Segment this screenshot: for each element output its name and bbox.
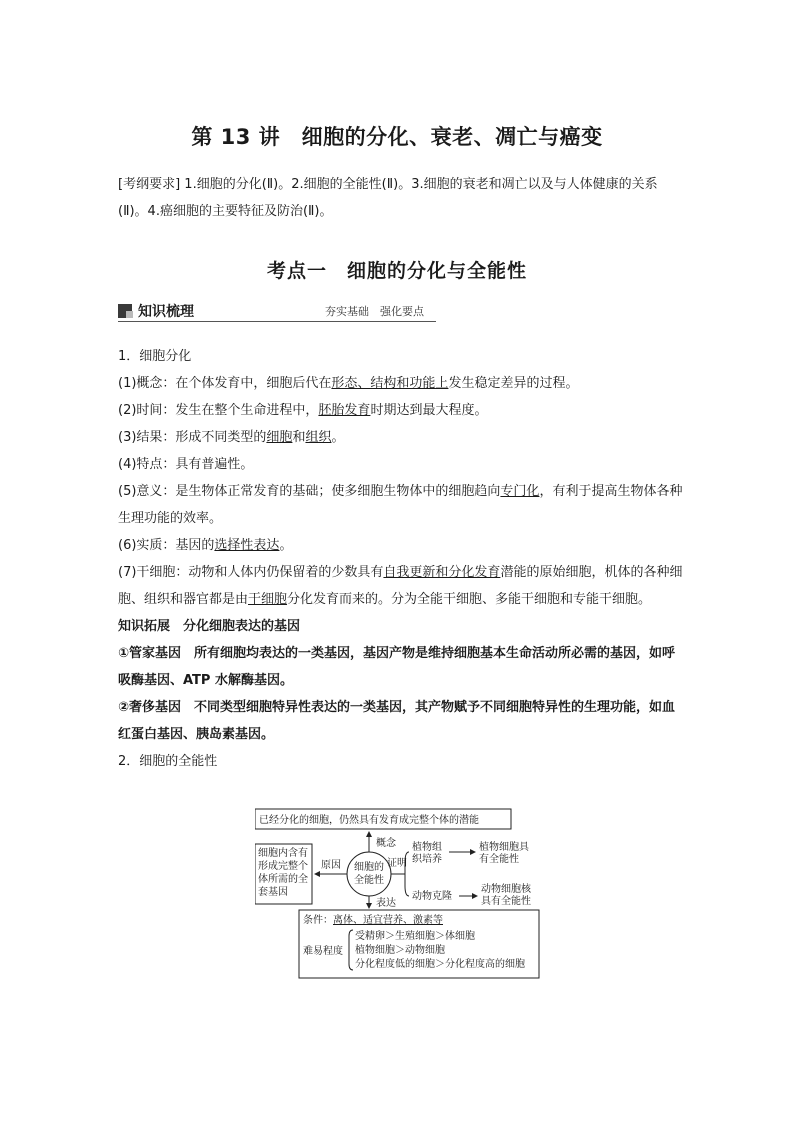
difficulty-bracket — [349, 930, 353, 970]
text: 时期达到最大程度。 — [370, 403, 488, 418]
difficulty-label: 难易程度 — [303, 946, 343, 957]
diff-meaning — [118, 478, 683, 532]
totipotency-diagram — [255, 804, 545, 980]
express-label: 表达 — [376, 898, 396, 909]
underlined-term: 干细胞 — [248, 592, 288, 607]
text: (5)意义：是生物体正常发育的基础；使多细胞生物体中的细胞趋向 — [118, 484, 501, 499]
center-circle — [347, 852, 391, 896]
center-text-2: 全能性 — [354, 875, 384, 886]
diff-feature: (4)特点：具有普遍性。 — [118, 457, 254, 472]
totipotency-heading: 2．细胞的全能性 — [118, 754, 218, 769]
proof2-src: 动物克隆 — [412, 891, 452, 902]
reason-label: 原因 — [321, 860, 341, 871]
divider — [118, 321, 436, 322]
underlined-term: 胚胎发育 — [318, 403, 371, 418]
diff-time — [118, 397, 683, 424]
page-title: 第 13 讲 细胞的分化、衰老、凋亡与癌变 — [191, 125, 603, 149]
extension-item-2: ②奢侈基因 不同类型细胞特异性表达的一类基因，其产物赋予不同细胞特异性的生理功能，如血红蛋白基因、胰岛素基因。 — [118, 700, 676, 742]
text: (2)时间：发生在整个生命进程中， — [118, 403, 319, 418]
concept-label: 概念 — [376, 838, 396, 849]
knowledge-bar-title: 知识梳理 — [138, 304, 194, 320]
reason-text-1: 细胞内含有 — [258, 848, 308, 859]
proof1-dst-1: 植物细胞具 — [479, 842, 529, 853]
text: 发生稳定差异的过程。 — [448, 376, 579, 391]
reason-text-4: 套基因 — [258, 887, 288, 898]
proof1-dst-2: 有全能性 — [479, 854, 519, 865]
square-accent-icon — [126, 311, 133, 318]
underlined-term: 专门化 — [500, 484, 540, 499]
proof2-dst-2: 具有全能性 — [481, 896, 531, 907]
difficulty-1: 受精卵＞生殖细胞＞体细胞 — [355, 931, 475, 942]
underlined-term: 形态、结构和功能上 — [331, 376, 449, 391]
section-title: 考点一 细胞的分化与全能性 — [266, 260, 527, 282]
concept-text: 已经分化的细胞，仍然具有发育成完整个体的潜能 — [259, 815, 479, 826]
requirements-text: 1.细胞的分化(Ⅱ)。2.细胞的全能性(Ⅱ)。3.细胞的衰老和凋亡以及与人体健康的关系(Ⅱ)。4.癌细胞的主要特征及防治(Ⅱ)。 — [118, 177, 658, 219]
text: 潜能的原始细胞，机体的各种细胞、组织和器官都是由 — [118, 565, 683, 607]
underlined-term: 选择性表达 — [214, 538, 280, 553]
extension-heading: 知识拓展 分化细胞表达的基因 — [118, 619, 301, 634]
condition-prefix: 条件： — [303, 915, 333, 926]
condition-text — [303, 913, 443, 926]
exam-requirements — [118, 171, 683, 225]
text: (3)结果：形成不同类型的 — [118, 430, 267, 445]
extension-item-1: ①管家基因 所有细胞均表达的一类基因，基因产物是维持细胞基本生命活动所必需的基因，如呼吸酶基因、ATP 水解酶基因。 — [118, 646, 676, 688]
text: 和 — [292, 430, 306, 445]
underlined-term: 组织 — [305, 430, 332, 445]
proof-label: 证明 — [387, 858, 407, 869]
proof-bracket — [405, 852, 409, 896]
proof1-src-2: 织培养 — [412, 854, 442, 865]
difficulty-3: 分化程度低的细胞＞分化程度高的细胞 — [355, 959, 525, 970]
underlined-term: 细胞 — [266, 430, 293, 445]
underlined-term: 自我更新和分化发育 — [383, 565, 501, 580]
diagram-svg — [255, 804, 545, 980]
text: 分化发育而来的。分为全能干细胞、多能干细胞和专能干细胞。 — [287, 592, 652, 607]
condition-items: 离体、适宜营养、激素等 — [333, 915, 443, 926]
requirements-tag: [考纲要求] — [118, 177, 181, 192]
text: (6)实质：基因的 — [118, 538, 215, 553]
reason-text-3: 体所需的全 — [258, 874, 308, 885]
center-text-1: 细胞的 — [354, 862, 384, 873]
text: (1)概念：在个体发育中，细胞后代在 — [118, 376, 332, 391]
proof1-src-1: 植物组 — [412, 842, 442, 853]
reason-text-2: 形成完整个 — [258, 861, 308, 872]
diff-stem-cell — [118, 559, 683, 613]
knowledge-bar — [118, 302, 438, 322]
diff-result — [118, 424, 683, 451]
difficulty-2: 植物细胞＞动物细胞 — [355, 945, 445, 956]
text: ，有利于提高生物体各种生理功能的效率。 — [118, 484, 683, 526]
proof2-dst-1: 动物细胞核 — [481, 884, 531, 895]
text: (7)干细胞：动物和人体内仍保留着的少数具有 — [118, 565, 384, 580]
diff-heading: 1．细胞分化 — [118, 349, 192, 364]
text: 。 — [331, 430, 345, 445]
diff-concept — [118, 370, 683, 397]
knowledge-bar-subtitle: 夯实基础 强化要点 — [325, 305, 424, 318]
diff-essence — [118, 532, 683, 559]
text: 。 — [279, 538, 293, 553]
main-content — [118, 343, 683, 775]
